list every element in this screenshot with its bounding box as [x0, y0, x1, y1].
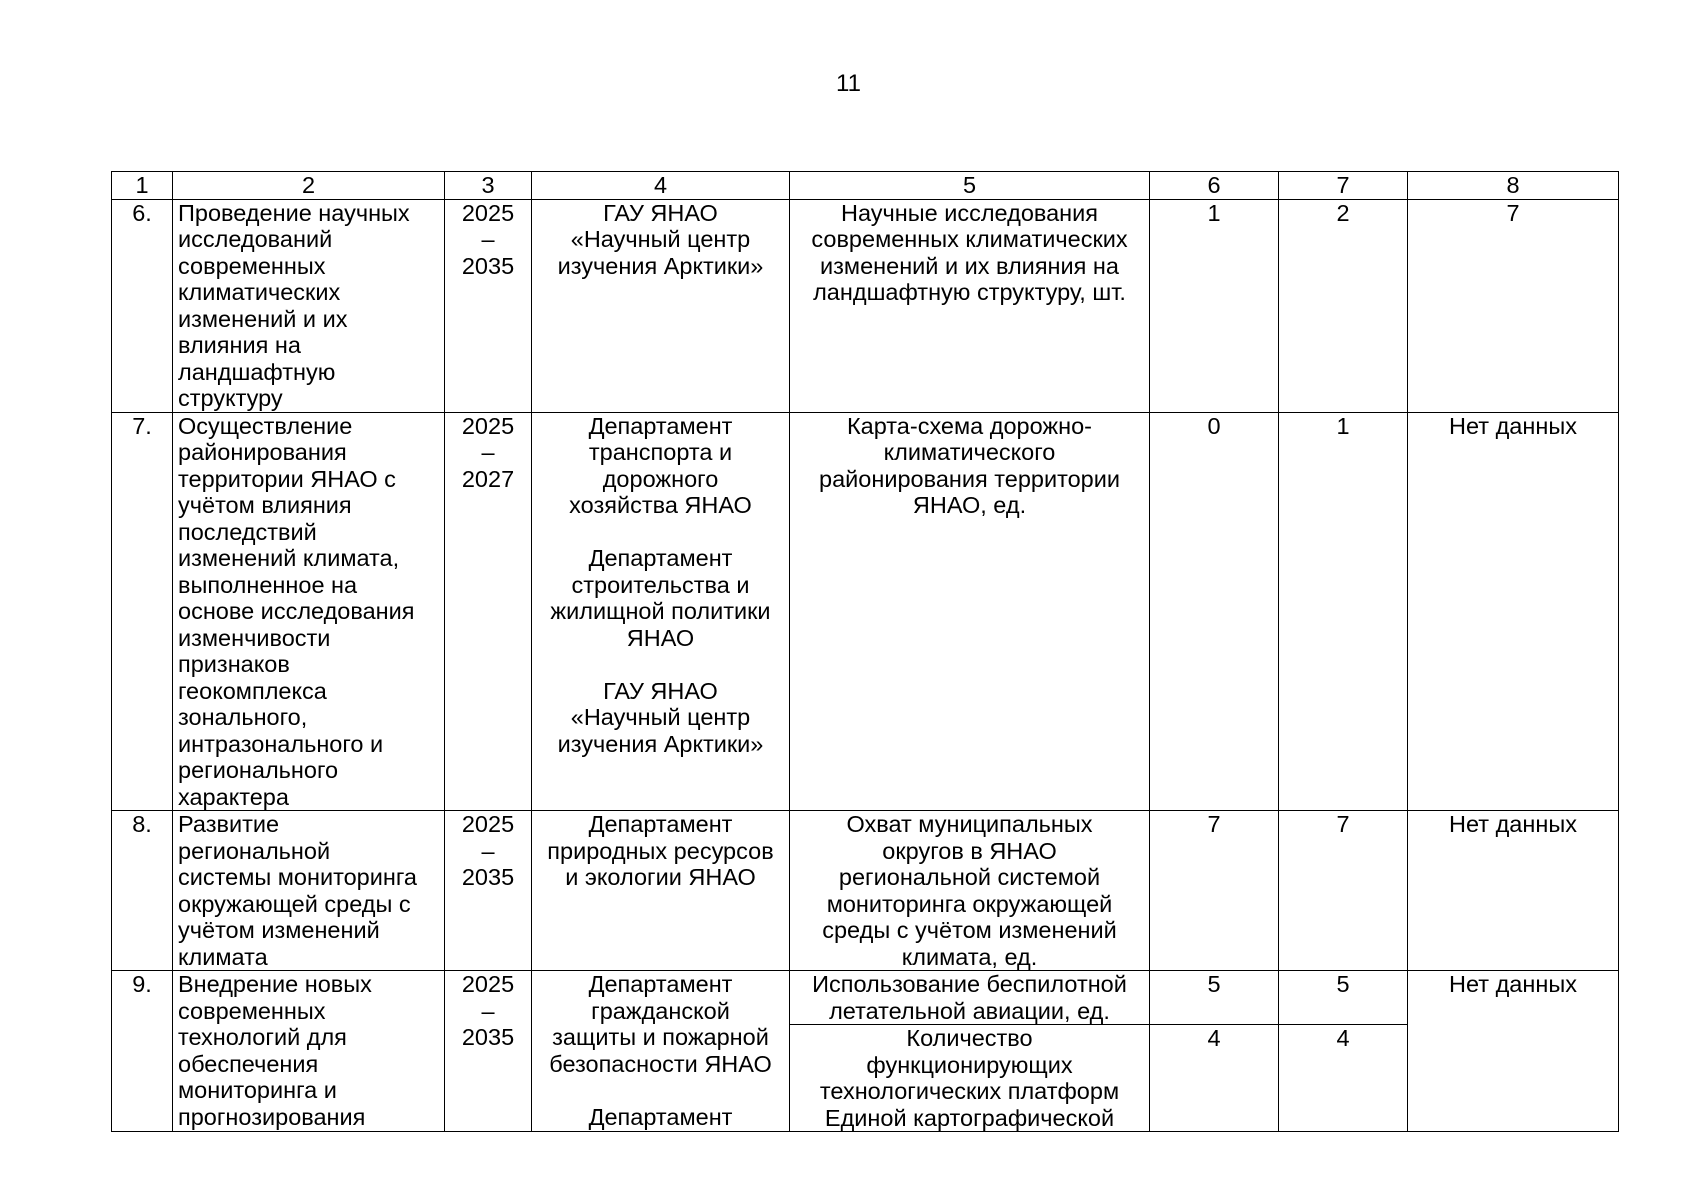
row-number: 6.	[112, 199, 173, 412]
text-line: –	[481, 837, 495, 864]
text-line: 2027	[461, 465, 515, 492]
measure-name	[173, 811, 445, 971]
text-line: «Научный центр	[570, 704, 751, 730]
text-line: Использование беспилотной	[812, 971, 1127, 997]
text-line: прогнозирования	[178, 1103, 366, 1130]
group-gap	[537, 651, 784, 678]
text-line: выполненное на	[178, 571, 358, 598]
value-col6: 5	[1150, 971, 1279, 1025]
text-line: функционирующих	[866, 1051, 1073, 1078]
row-number: 7.	[112, 412, 173, 811]
text-line: изучения Арктики»	[557, 730, 764, 757]
text-line: зонального,	[178, 704, 308, 730]
text-line: Департамент	[588, 971, 733, 997]
text-line: учётом изменений	[178, 917, 380, 943]
group-gap	[537, 1077, 784, 1104]
text-line: транспорта и	[588, 439, 733, 465]
text-line: 2035	[461, 864, 515, 890]
text-line: и экологии ЯНАО	[565, 864, 756, 890]
measure-name	[173, 971, 445, 1132]
text-line: Департамент	[588, 545, 733, 571]
text-line: территории ЯНАО с	[178, 465, 396, 492]
text-line: 2025	[461, 971, 515, 997]
text-line: климатического	[883, 439, 1056, 465]
value-col7: 1	[1279, 412, 1408, 811]
value-col8: Нет данных	[1408, 811, 1619, 971]
executor	[532, 811, 790, 971]
text-line: окружающей среды с	[178, 890, 411, 917]
text-line: изменений климата,	[178, 545, 400, 571]
text-line: признаков	[178, 651, 290, 677]
text-line: мониторинга окружающей	[826, 890, 1113, 917]
text-line: исследований	[178, 226, 333, 252]
value-col6: 1	[1150, 199, 1279, 412]
column-header: 4	[532, 172, 790, 200]
text-line: –	[481, 226, 495, 252]
text-line: районирования территории	[819, 465, 1120, 492]
text-line: среды с учётом изменений	[822, 917, 1117, 943]
text-line: последствий	[178, 518, 317, 545]
text-line: ландшафтную структуру, шт.	[813, 279, 1126, 305]
value-col7: 2	[1279, 199, 1408, 412]
text-line: летательной авиации, ед.	[829, 997, 1110, 1024]
column-header: 5	[790, 172, 1150, 200]
column-header: 8	[1408, 172, 1619, 200]
indicator	[790, 412, 1150, 811]
text-line: защиты и пожарной	[552, 1024, 769, 1050]
text-line: интразонального и	[178, 730, 384, 757]
row-number: 9.	[112, 971, 173, 1132]
executor	[532, 971, 790, 1132]
text-line: региональной	[178, 837, 331, 864]
period	[445, 811, 532, 971]
row-number: 8.	[112, 811, 173, 971]
text-line: технологий для	[178, 1024, 347, 1050]
executor	[532, 412, 790, 811]
text-line: учётом влияния	[178, 492, 352, 518]
column-header: 2	[173, 172, 445, 200]
text-line: Внедрение новых	[178, 971, 372, 997]
text-line: Осуществление	[178, 412, 353, 439]
text-line: изменчивости	[178, 624, 331, 651]
text-line: 2025	[461, 199, 515, 226]
text-line: природных ресурсов	[547, 837, 774, 864]
text-line: хозяйства ЯНАО	[569, 492, 752, 518]
text-line: Карта-схема дорожно-	[846, 412, 1093, 439]
text-line: Департамент	[588, 1103, 733, 1130]
text-line: Количество	[906, 1025, 1033, 1051]
column-header: 1	[112, 172, 173, 200]
text-line: ЯНАО, ед.	[912, 492, 1027, 518]
value-col7: 4	[1279, 1025, 1408, 1132]
text-line: мониторинга и	[178, 1077, 337, 1103]
indicator	[790, 1025, 1150, 1132]
text-line: ландшафтную	[178, 358, 336, 385]
text-line: изменений и их	[178, 305, 348, 332]
page-number: 11	[836, 70, 861, 97]
value-col7: 5	[1279, 971, 1408, 1025]
table-row	[112, 811, 1619, 971]
text-line: Научные исследования	[840, 199, 1099, 226]
text-line: Проведение научных	[178, 199, 410, 226]
text-line: 2035	[461, 252, 515, 279]
text-line: обеспечения	[178, 1050, 319, 1077]
text-line: Единой картографической	[824, 1104, 1115, 1131]
text-line: «Научный центр	[570, 226, 751, 252]
value-col6: 4	[1150, 1025, 1279, 1132]
text-line: регионального	[178, 757, 339, 783]
text-line: дорожного	[602, 465, 719, 492]
text-line: ГАУ ЯНАО	[603, 199, 718, 226]
indicator	[790, 971, 1150, 1025]
text-line: современных климатических	[811, 226, 1128, 252]
text-line: современных	[178, 997, 326, 1024]
value-col8: Нет данных	[1408, 412, 1619, 811]
value-col8: 7	[1408, 199, 1619, 412]
text-line: структуру	[178, 385, 283, 411]
text-line: строительства и	[571, 571, 750, 598]
text-line: климата, ед.	[901, 943, 1038, 970]
column-number-row	[112, 172, 1619, 200]
text-line: изучения Арктики»	[557, 252, 764, 279]
period	[445, 971, 532, 1132]
period	[445, 199, 532, 412]
text-line: региональной системой	[838, 864, 1101, 890]
text-line: ГАУ ЯНАО	[603, 677, 718, 704]
measure-name	[173, 412, 445, 811]
text-line: –	[481, 439, 495, 465]
text-line: округов в ЯНАО	[882, 837, 1057, 864]
text-line: гражданской	[591, 997, 730, 1024]
text-line: геокомплекса	[178, 677, 327, 704]
indicator	[790, 199, 1150, 412]
text-line: основе исследования	[178, 598, 415, 624]
text-line: безопасности ЯНАО	[549, 1050, 772, 1077]
period	[445, 412, 532, 811]
column-header: 3	[445, 172, 532, 200]
measure-name	[173, 199, 445, 412]
text-line: характера	[178, 783, 289, 810]
text-line: изменений и их влияния на	[820, 252, 1119, 279]
text-line: жилищной политики	[550, 598, 771, 624]
indicator	[790, 811, 1150, 971]
text-line: Развитие	[178, 811, 280, 837]
text-line: Охват муниципальных	[846, 811, 1093, 837]
group-gap	[537, 519, 784, 546]
table-row	[112, 199, 1619, 412]
text-line: –	[481, 997, 495, 1024]
text-line: районирования	[178, 439, 347, 465]
text-line: Департамент	[588, 811, 733, 837]
text-line: 2035	[461, 1024, 515, 1050]
text-line: ЯНАО	[626, 624, 695, 651]
column-header: 6	[1150, 172, 1279, 200]
column-header: 7	[1279, 172, 1408, 200]
table-row	[112, 971, 1619, 1025]
value-col8: Нет данных	[1408, 971, 1619, 1132]
text-line: влияния на	[178, 332, 301, 358]
executor	[532, 199, 790, 412]
value-col6: 0	[1150, 412, 1279, 811]
text-line: 2025	[461, 412, 515, 439]
measures-table	[111, 171, 1619, 1132]
text-line: климата	[178, 943, 268, 970]
text-line: Департамент	[588, 412, 733, 439]
text-line: климатических	[178, 279, 341, 305]
value-col7: 7	[1279, 811, 1408, 971]
table-row	[112, 412, 1619, 811]
text-line: 2025	[461, 811, 515, 837]
text-line: современных	[178, 252, 326, 279]
value-col6: 7	[1150, 811, 1279, 971]
text-line: системы мониторинга	[178, 864, 417, 890]
text-line: технологических платформ	[819, 1078, 1120, 1104]
